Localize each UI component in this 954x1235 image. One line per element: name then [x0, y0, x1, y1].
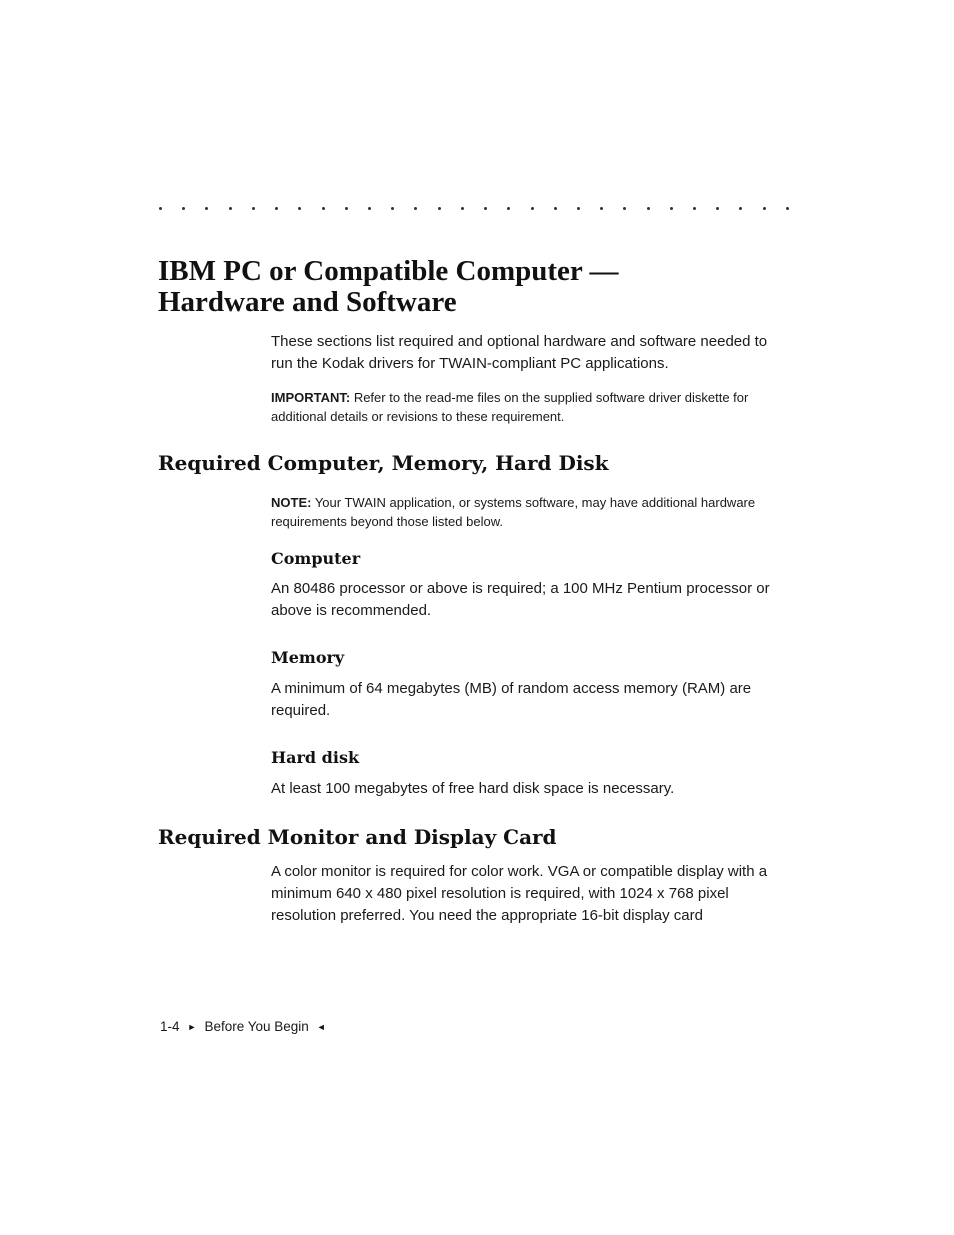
note-paragraph — [271, 494, 791, 531]
section-heading-computer-memory-disk: Required Computer, Memory, Hard Disk — [158, 451, 609, 475]
section-heading-monitor-display: Required Monitor and Display Card — [158, 825, 557, 849]
dotted-rule — [159, 207, 789, 210]
triangle-left-icon: ◄ — [316, 1022, 326, 1032]
intro-paragraph: These sections list required and optional hardware and software needed to run the Kodak drivers for TWAIN-compliant PC applications. — [271, 333, 768, 372]
subheading-memory: Memory — [271, 648, 345, 667]
note-label: NOTE: — [271, 495, 312, 510]
memory-paragraph: A minimum of 64 megabytes (MB) of random access memory (RAM) are required. — [271, 680, 752, 719]
triangle-right-icon: ► — [187, 1022, 197, 1032]
note-text: Your TWAIN application, or systems software, may have additional hardware requirements beyond those listed below. — [271, 495, 756, 529]
important-label: IMPORTANT: — [271, 390, 351, 405]
page-title: IBM PC or Compatible Computer — Hardware and Software — [158, 255, 619, 318]
subheading-hard-disk: Hard disk — [271, 748, 360, 767]
computer-paragraph: An 80486 processor or above is required; a 100 MHz Pentium processor or above is recommended. — [271, 580, 770, 619]
important-text: Refer to the read-me files on the supplied software driver diskette for additional details or revisions to these requirement. — [271, 390, 749, 424]
hard-disk-paragraph: At least 100 megabytes of free hard disk space is necessary. — [271, 780, 675, 797]
monitor-paragraph: A color monitor is required for color work. VGA or compatible display with a minimum 640 x 480 pixel resolution is required, with 1024 x 768 pixel resolution preferred. You need the appropriate 16-bit display card — [271, 863, 768, 924]
chapter-title: Before You Begin — [204, 1019, 309, 1034]
important-note — [271, 389, 791, 426]
page-number: 1-4 — [160, 1019, 180, 1034]
page-footer — [160, 1018, 334, 1036]
subheading-computer: Computer — [271, 549, 361, 568]
